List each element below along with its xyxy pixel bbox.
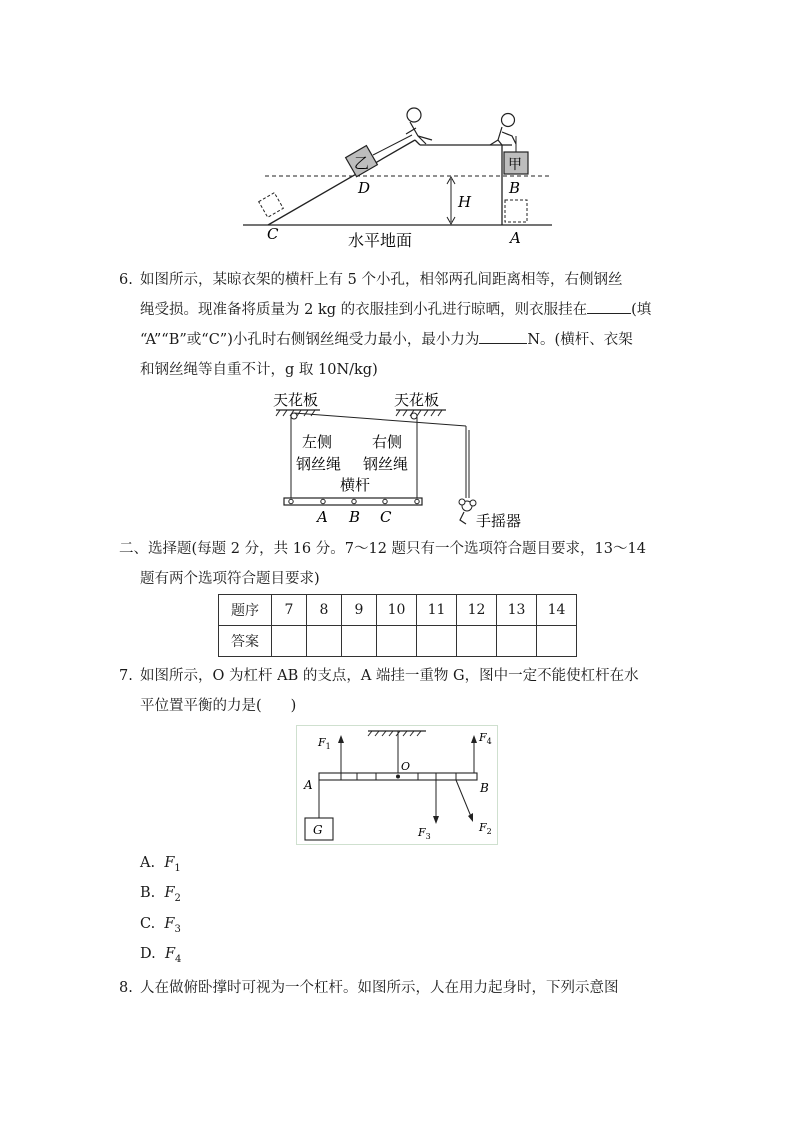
answer-table-header-row bbox=[219, 595, 577, 626]
option-letter: C. bbox=[140, 916, 156, 932]
answer-cell[interactable] bbox=[417, 626, 457, 657]
option-force: F bbox=[164, 916, 175, 932]
q7-number: 7. bbox=[119, 668, 133, 684]
pivot-O-label: O bbox=[401, 760, 411, 773]
question-number-cell: 11 bbox=[417, 595, 457, 626]
question-number-cell: 14 bbox=[537, 595, 577, 626]
ceiling-left-label: 天花板 bbox=[273, 391, 319, 409]
option-D[interactable] bbox=[140, 946, 181, 965]
option-force: F bbox=[164, 946, 175, 962]
option-sub: 2 bbox=[174, 892, 181, 904]
bar-label: 横杆 bbox=[340, 476, 371, 494]
option-force: F bbox=[164, 885, 175, 901]
q6-line2a: 绳受损。现准备将质量为 2 kg 的衣服挂到小孔进行晾晒，则衣服挂在 bbox=[140, 302, 588, 318]
right-rope-label-1: 右侧 bbox=[372, 433, 403, 451]
option-force: F bbox=[164, 855, 175, 871]
question-number-cell: 8 bbox=[307, 595, 342, 626]
section-2-header bbox=[119, 534, 679, 594]
lever-figure bbox=[296, 725, 498, 845]
q7-line2: 平位置平衡的力是( ) bbox=[140, 698, 297, 714]
force-F2-label: $F_2$ bbox=[479, 821, 492, 836]
weight-G-label: G bbox=[313, 823, 323, 837]
answer-table bbox=[218, 594, 577, 657]
ground-label: 水平地面 bbox=[348, 231, 413, 250]
option-A[interactable] bbox=[140, 855, 181, 874]
drying-rack-figure bbox=[268, 388, 538, 533]
answer-cell[interactable] bbox=[377, 626, 417, 657]
question-6 bbox=[119, 265, 675, 385]
left-rope-label-1: 左侧 bbox=[302, 433, 333, 451]
answer-cell[interactable] bbox=[342, 626, 377, 657]
option-sub: 4 bbox=[175, 953, 182, 965]
force-F4-label: $F_4$ bbox=[479, 731, 492, 746]
question-number-cell: 12 bbox=[457, 595, 497, 626]
q8-line1: 人在做俯卧撑时可视为一个杠杆。如图所示，人在用力起身时，下列示意图 bbox=[140, 980, 619, 996]
end-B-label: B bbox=[480, 781, 489, 795]
q6-line1: 如图所示，某晾衣架的横杆上有 5 个小孔，相邻两孔间距离相等，右侧钢丝 bbox=[140, 272, 623, 288]
label-D: D bbox=[358, 179, 371, 197]
section-2-line2: 题有两个选项符合题目要求) bbox=[140, 571, 320, 587]
incline-figure bbox=[240, 100, 560, 250]
question-number-cell: 9 bbox=[342, 595, 377, 626]
q6-line3b: N。(横杆、衣架 bbox=[527, 332, 633, 348]
answer-cell[interactable] bbox=[457, 626, 497, 657]
crank-label: 手摇器 bbox=[476, 512, 522, 530]
q8-number: 8. bbox=[119, 980, 133, 996]
q7-line1: 如图所示，O 为杠杆 AB 的支点，A 端挂一重物 G，图中一定不能使杠杆在水 bbox=[140, 668, 639, 684]
question-number-cell: 10 bbox=[377, 595, 417, 626]
answer-cell[interactable] bbox=[272, 626, 307, 657]
option-letter: A. bbox=[140, 855, 156, 871]
q6-line2b: (填 bbox=[631, 302, 652, 318]
force-F3-label: $F_3$ bbox=[418, 826, 431, 841]
hole-B-label: B bbox=[349, 508, 361, 526]
question-number-cell: 13 bbox=[497, 595, 537, 626]
section-2-line1: 二、选择题(每题 2 分，共 16 分。7～12 题只有一个选项符合题目要求，13～14 bbox=[119, 541, 646, 557]
label-B: B bbox=[509, 179, 521, 197]
q6-number: 6. bbox=[119, 272, 133, 288]
question-number-cell: 7 bbox=[272, 595, 307, 626]
option-sub: 1 bbox=[174, 862, 181, 874]
ceiling-right-label: 天花板 bbox=[394, 391, 440, 409]
hole-C-label: C bbox=[380, 508, 392, 526]
option-letter: D. bbox=[140, 946, 156, 962]
option-B[interactable] bbox=[140, 885, 181, 904]
label-A: A bbox=[510, 229, 521, 247]
label-jia: 甲 bbox=[508, 157, 522, 173]
answer-table-answer-row bbox=[219, 626, 577, 657]
answer-cell[interactable] bbox=[307, 626, 342, 657]
end-A-label: A bbox=[304, 778, 313, 792]
option-sub: 3 bbox=[174, 923, 181, 935]
label-H: H bbox=[458, 193, 472, 211]
left-rope-label-2: 钢丝绳 bbox=[296, 455, 342, 473]
force-F1-label: $F_1$ bbox=[318, 736, 331, 751]
hole-A-label: A bbox=[317, 508, 328, 526]
option-C[interactable] bbox=[140, 916, 181, 935]
option-letter: B. bbox=[140, 885, 156, 901]
question-7 bbox=[119, 661, 675, 721]
answer-cell[interactable] bbox=[537, 626, 577, 657]
q6-blank-force[interactable] bbox=[479, 329, 527, 344]
right-rope-label-2: 钢丝绳 bbox=[363, 455, 409, 473]
label-yi: 乙 bbox=[354, 154, 370, 172]
answer-table-header-cell: 题序 bbox=[219, 595, 272, 626]
answer-row-header-cell: 答案 bbox=[219, 626, 272, 657]
question-8 bbox=[119, 973, 675, 1003]
q6-blank-hole[interactable] bbox=[587, 299, 631, 314]
q6-line3a: “A”“B”或“C”)小孔时右侧钢丝绳受力最小，最小力为 bbox=[140, 332, 480, 348]
label-C: C bbox=[267, 225, 279, 243]
answer-cell[interactable] bbox=[497, 626, 537, 657]
q6-line4: 和钢丝绳等自重不计，g 取 10N/kg) bbox=[140, 362, 378, 378]
